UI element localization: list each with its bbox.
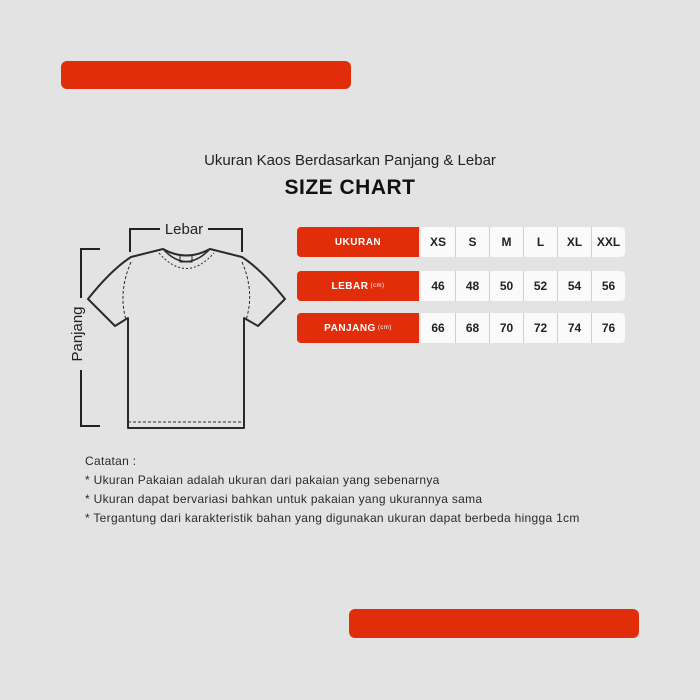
notes-heading: Catatan :: [85, 454, 137, 468]
size-cell: XXL: [591, 227, 625, 257]
row-label-text: PANJANG: [324, 322, 376, 334]
length-cells: [421, 313, 625, 343]
length-cell: 74: [557, 313, 591, 343]
tshirt-diagram: [60, 210, 292, 438]
tshirt-outline-icon: [88, 249, 285, 428]
width-cell: 48: [455, 271, 489, 301]
page-title: SIZE CHART: [284, 176, 416, 199]
width-cell: 46: [431, 279, 445, 293]
size-cell: S: [455, 227, 489, 257]
bottom-accent-bar: [349, 609, 639, 638]
size-cell: XS: [429, 235, 446, 249]
width-cell: 52: [523, 271, 557, 301]
length-cell: 72: [523, 313, 557, 343]
width-row: [297, 271, 625, 301]
subtitle: Ukuran Kaos Berdasarkan Panjang & Lebar: [204, 152, 496, 169]
row-label-ukuran: [297, 227, 419, 257]
row-label-text: LEBAR: [331, 280, 369, 292]
width-label: Lebar: [164, 221, 204, 238]
size-cell: L: [523, 227, 557, 257]
row-label-unit: (cm): [370, 283, 385, 289]
length-cell: 70: [489, 313, 523, 343]
note-item: * Ukuran dapat bervariasi bahkan untuk pakaian yang ukurannya sama: [85, 492, 483, 506]
length-cell: 68: [455, 313, 489, 343]
width-cell: 56: [591, 271, 625, 301]
width-cells: [421, 271, 625, 301]
length-cell: 76: [591, 313, 625, 343]
note-item: * Ukuran Pakaian adalah ukuran dari pakaian yang sebenarnya: [85, 473, 440, 487]
top-accent-bar: [61, 61, 351, 89]
notes-section: [85, 452, 580, 528]
row-label-panjang: [297, 313, 419, 343]
size-cell: M: [489, 227, 523, 257]
size-cells: [421, 227, 625, 257]
note-item: * Tergantung dari karakteristik bahan yang digunakan ukuran dapat berbeda hingga 1cm: [85, 511, 580, 525]
size-cell: XL: [557, 227, 591, 257]
row-label-text: UKURAN: [334, 236, 382, 248]
row-label-unit: (cm): [377, 325, 392, 331]
length-row: [297, 313, 625, 343]
length-cell: 66: [431, 321, 445, 335]
size-row: [297, 227, 625, 257]
width-cell: 50: [489, 271, 523, 301]
length-label: Panjang: [69, 306, 86, 362]
width-cell: 54: [557, 271, 591, 301]
row-label-lebar: [297, 271, 419, 301]
